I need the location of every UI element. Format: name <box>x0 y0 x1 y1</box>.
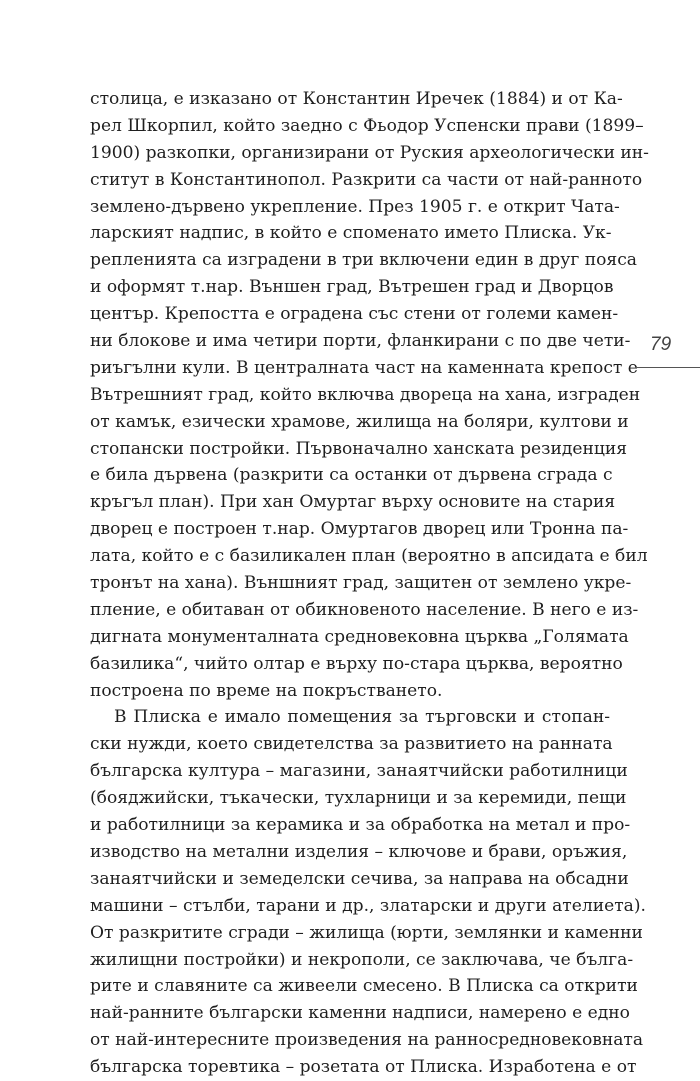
paragraph <box>90 704 646 1080</box>
text-line: ски нужди, което свидетелства за развитието на ранната <box>90 734 613 755</box>
text-line: репленията са изградени в три включени един в друг пояса <box>90 250 637 271</box>
text-line: (бояджийски, тъкачески, тухларници и за керемиди, пещи <box>90 788 627 809</box>
text-line: стопански постройки. Първоначално ханската резиденция <box>90 438 628 459</box>
text-line: ларският надпис, в който е споменато името Плиска. Ук- <box>90 223 612 244</box>
text-line: пление, е обитаван от обикновеното население. В него е из- <box>90 599 639 620</box>
text-line: риъгълни кули. В централната част на каменната крепост е <box>90 357 638 378</box>
body-text <box>90 86 649 1081</box>
text-line: и работилници за керамика и за обработка на метал и про- <box>90 815 631 836</box>
text-line: В Плиска е имало помещения за търговски и стопан- <box>114 707 610 728</box>
text-line: лата, който е с базиликален план (вероятно в апсидата е бил <box>90 546 648 567</box>
text-line: и оформят т.нар. Външен град, Вътрешен град и Дворцов <box>90 277 614 298</box>
text-line: ститут в Константинопол. Разкрити са части от най-ранното <box>90 169 643 190</box>
text-line: кръгъл план). При хан Омуртаг върху основите на стария <box>90 492 616 513</box>
text-line: занаятчийски и земеделски сечива, за направа на обсадни <box>90 868 629 889</box>
text-line: изводство на метални изделия – ключове и брави, оръжия, <box>90 841 628 862</box>
text-line: дворец е построен т.нар. Омуртагов дворец или Тронна па- <box>90 519 629 540</box>
text-line: жилищни постройки) и некрополи, се заключава, че бълга- <box>90 949 634 970</box>
text-line: столица, е изказано от Константин Иречек (1884) и от Ка- <box>90 89 623 109</box>
text-line: тронът на хана). Външният град, защитен от землено укре- <box>90 573 632 594</box>
text-line: 1900) разкопки, организирани от Руския археологически ин- <box>90 142 649 163</box>
page-number: 79 <box>650 334 672 355</box>
text-line: дигната монументалната средновековна църква „Голямата <box>90 626 629 647</box>
text-line: землено-дървено укрепление. През 1905 г. е открит Чата- <box>90 196 620 217</box>
text-line: най-ранните български каменни надписи, намерено е едно <box>90 1003 630 1024</box>
text-line: ни блокове и има четири порти, фланкирани с по две чети- <box>90 331 631 352</box>
text-line: Вътрешният град, който включва двореца на хана, изграден <box>90 384 641 405</box>
text-line: българска торевтика – розетата от Плиска. Изработена е от <box>90 1057 637 1078</box>
paragraph <box>90 86 649 704</box>
text-line: базилика“, чийто олтар е върху по-стара църква, вероятно <box>90 653 623 674</box>
text-line: рел Шкорпил, който заедно с Фьодор Успенски прави (1899– <box>90 115 644 136</box>
page-number-rule <box>635 367 700 368</box>
text-line: българска култура – магазини, занаятчийски работилници <box>90 761 628 782</box>
text-line: От разкритите сгради – жилища (юрти, землянки и каменни <box>90 922 643 943</box>
text-line: от най-интересните произведения на ранносредновековната <box>90 1030 644 1051</box>
text-line: рите и славяните са живеели смесено. В Плиска са открити <box>90 976 638 997</box>
text-line: машини – стълби, тарани и др., златарски и други ателиета). <box>90 895 646 916</box>
text-line: от камък, езически храмове, жилища на боляри, култови и <box>90 411 629 432</box>
text-line: център. Крепостта е оградена със стени от големи камен- <box>90 304 619 325</box>
text-line: е била дървена (разкрити са останки от дървена сграда с <box>90 465 613 486</box>
text-line: построена по време на покръстването. <box>90 680 443 701</box>
